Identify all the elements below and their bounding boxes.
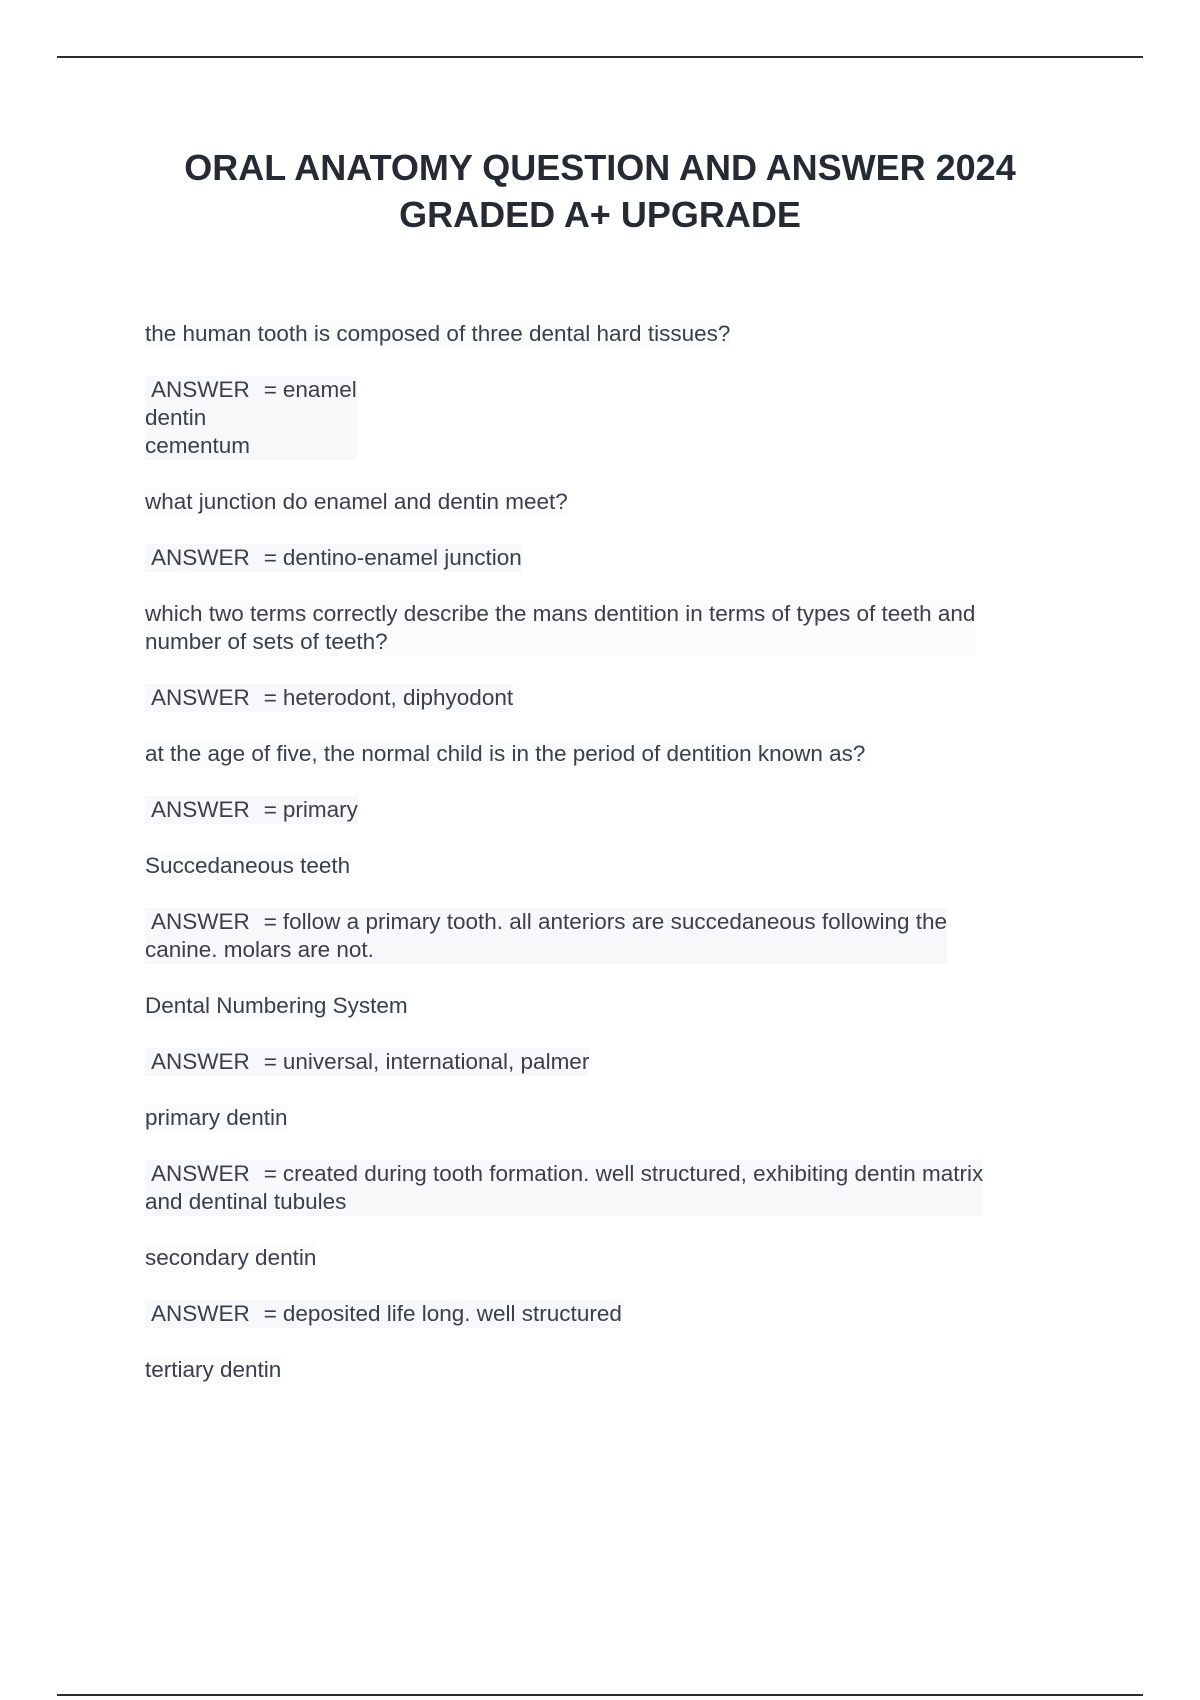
qa-item [145,1104,1065,1244]
answer-line [145,376,357,404]
question-text [145,600,975,656]
document-title [60,144,1140,238]
answer-separator: = [263,377,277,402]
answer-label: ANSWER [151,797,250,822]
qa-item [145,740,1065,852]
bottom-rule [57,1694,1143,1696]
answer-label: ANSWER [151,1049,250,1074]
answer-line [145,1188,983,1216]
qa-item [145,1356,1065,1412]
answer-value: deposited life long. well structured [282,1301,622,1326]
answer-separator: = [263,1301,277,1326]
question-text [145,852,350,880]
answer-separator: = [263,909,277,934]
qa-item [145,320,1065,488]
answer-label: ANSWER [151,685,250,710]
question-text [145,740,865,768]
answer-separator: = [263,797,277,822]
answer-line [145,936,947,964]
question-text [145,488,568,516]
question-text [145,992,408,1020]
answer-label: ANSWER [151,1301,250,1326]
answer-text [145,1048,589,1076]
question-line: tertiary dentin [145,1357,282,1382]
answer-value: cementum [145,433,251,458]
question-line: Succedaneous teeth [145,853,351,878]
answer-label: ANSWER [151,377,250,402]
answer-value: dentino-enamel junction [282,545,522,570]
answer-label: ANSWER [151,1161,250,1186]
answer-value: heterodont, diphyodont [282,685,514,710]
answer-line [145,1160,983,1188]
answer-value: and dentinal tubules [145,1189,347,1214]
answer-line [145,684,513,712]
qa-item [145,992,1065,1104]
question-line: the human tooth is composed of three dental hard tissues? [145,321,731,346]
answer-line [145,908,947,936]
answer-separator: = [263,685,277,710]
question-line: which two terms correctly describe the mans dentition in terms of types of teeth and [145,601,976,626]
title-line-1: ORAL ANATOMY QUESTION AND ANSWER 2024 [184,147,1016,188]
answer-line [145,404,357,432]
answer-line [145,432,357,460]
title-line-2: GRADED A+ UPGRADE [399,194,801,235]
question-line: secondary dentin [145,1245,317,1270]
question-text [145,1104,288,1132]
answer-value: universal, international, palmer [282,1049,590,1074]
qa-item [145,600,1065,740]
answer-label: ANSWER [151,909,250,934]
answer-value: follow a primary tooth. all anteriors are succedaneous following the [282,909,948,934]
question-line: Dental Numbering System [145,993,408,1018]
answer-text [145,908,947,964]
answer-text [145,684,513,712]
question-text [145,320,730,348]
answer-label: ANSWER [151,545,250,570]
answer-value: canine. molars are not. [145,937,374,962]
answer-text [145,544,522,572]
answer-text [145,1160,983,1216]
question-line: number of sets of teeth? [145,629,388,654]
answer-value: created during tooth formation. well structured, exhibiting dentin matrix [282,1161,984,1186]
question-text [145,1244,316,1272]
answer-text [145,1300,622,1328]
answer-line [145,1300,622,1328]
answer-separator: = [263,1161,277,1186]
answer-separator: = [263,545,277,570]
qa-item [145,1244,1065,1356]
question-line: at the age of five, the normal child is in the period of dentition known as? [145,741,866,766]
top-rule [57,56,1143,58]
qa-list [145,320,1065,1412]
answer-text [145,376,357,460]
answer-text [145,796,358,824]
answer-line [145,796,358,824]
qa-item [145,488,1065,600]
answer-value: primary [282,797,358,822]
answer-value: enamel [282,377,357,402]
answer-line [145,1048,589,1076]
answer-line [145,544,522,572]
qa-item [145,852,1065,992]
question-line: primary dentin [145,1105,288,1130]
answer-separator: = [263,1049,277,1074]
answer-value: dentin [145,405,207,430]
question-text [145,1356,281,1384]
question-line: what junction do enamel and dentin meet? [145,489,568,514]
